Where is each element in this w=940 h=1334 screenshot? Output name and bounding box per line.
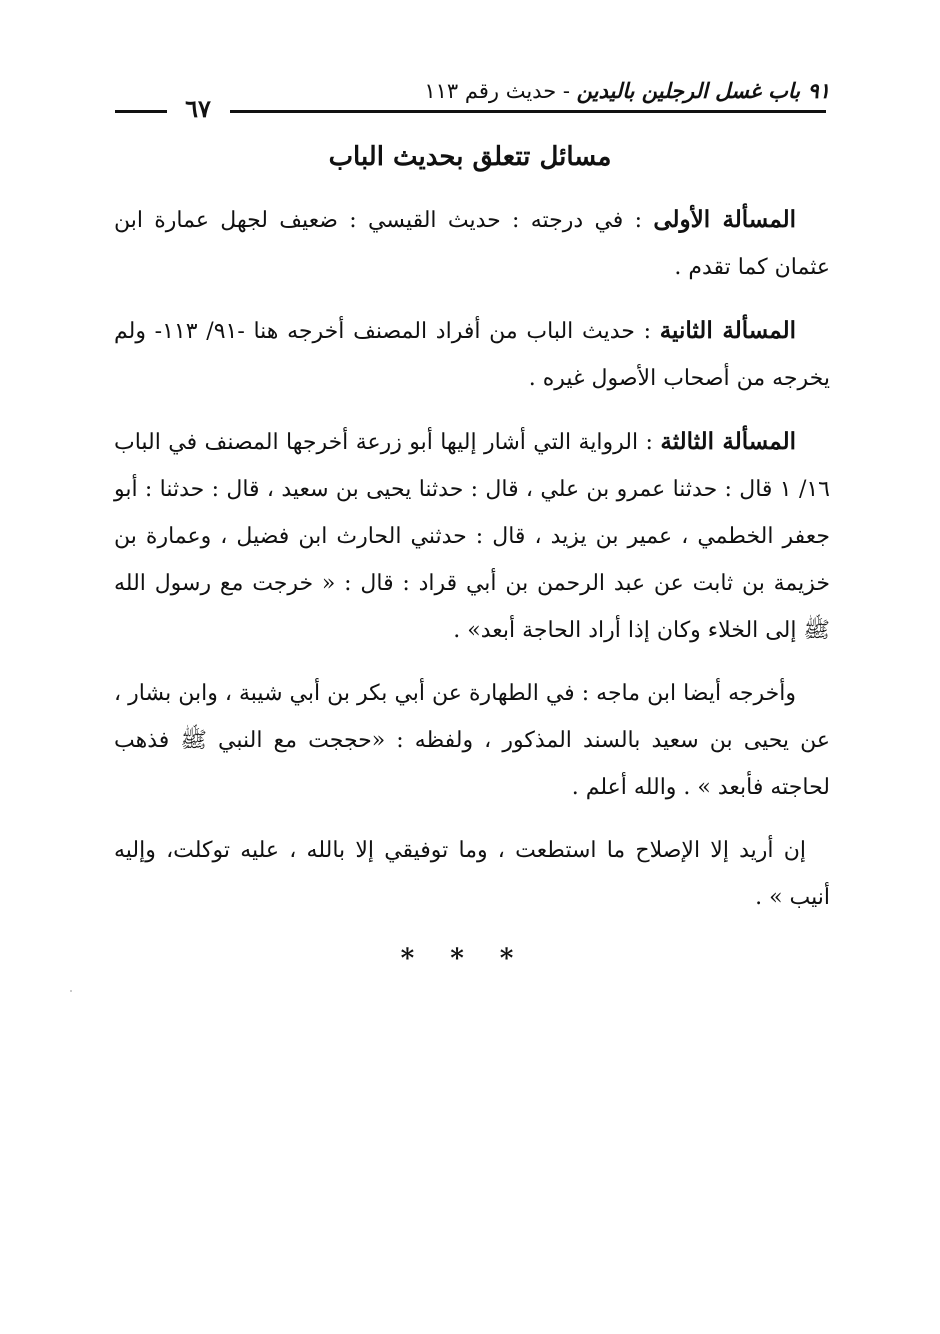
paragraph-issue-three <box>114 418 830 654</box>
body-text <box>114 196 830 937</box>
section-title: مسائل تتعلق بحديث الباب <box>328 142 612 172</box>
hadith-reference: - حديث رقم ١١٣ <box>424 79 570 103</box>
paragraph-issue-one <box>114 196 830 291</box>
paragraph-ibn-majah <box>114 670 830 811</box>
paragraph-text: إن أريد إلا الإصلاح ما استطعت ، وما توفيقي إلا بالله ، عليه توكلت، وإليه أنيب » . <box>114 838 830 910</box>
issue-label: المسألة الثانية <box>659 317 796 344</box>
scan-speck <box>70 990 72 992</box>
issue-label: المسألة الثالثة <box>660 428 796 455</box>
paragraph-text: : حديث الباب من أفراد المصنف أخرجه هنا -٩١/ ١١٣- ولم يخرجه من أصحاب الأصول غيره . <box>114 319 830 391</box>
page-number-rule <box>115 110 167 113</box>
paragraph-text: وأخرجه أيضا ابن ماجه : في الطهارة عن أبي بكر بن أبي شيبة ، وابن بشار ، عن يحيى بن سعيد بالسند المذكور ، ولفظه : «حججت مع النبي ﷺ فذهب لحاجته فأبعد » . والله أعلم . <box>114 681 830 800</box>
paragraph-closing <box>114 827 830 921</box>
paragraph-issue-two <box>114 307 830 402</box>
issue-label: المسألة الأولى <box>653 206 797 233</box>
page-number: ٦٧ <box>185 94 211 123</box>
running-header <box>400 78 830 103</box>
paragraph-text: : في درجته : حديث القيسي : ضعيف لجهل عمارة ابن عثمان كما تقدم . <box>114 208 830 280</box>
paragraph-text: : الرواية التي أشار إليها أبو زرعة أخرجها المصنف في الباب ١٦/ ١ قال : حدثنا عمرو بن علي ، قال : حدثنا يحيى بن سعيد ، قال : حدثنا : أبو جعفر الخطمي ، عمير بن يزيد ، قال : حدثني الحارث ابن فضيل ، وعمارة بن خزيمة بن ثابت عن عبد الرحمن بن أبي قراد : قال : « خرجت مع رسول الله ﷺ إلى الخلاء وكان إذا أراد الحاجة أبعد» . <box>114 430 830 643</box>
section-separator: *** <box>400 944 550 974</box>
chapter-title: ٩١ باب غسل الرجلين باليدين <box>576 78 830 103</box>
header-rule <box>230 110 826 113</box>
